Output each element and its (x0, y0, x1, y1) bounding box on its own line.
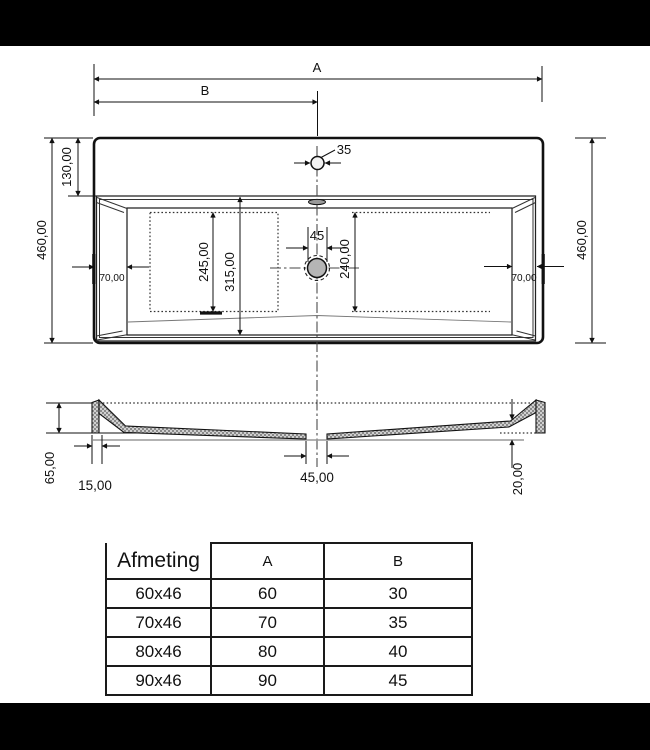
dim-deck-depth-label: 130,00 (59, 147, 74, 187)
dim-depth-right (574, 138, 606, 343)
section-view (42, 399, 545, 495)
dim-depth-right-label: 460,00 (574, 220, 589, 260)
drain-hole-dim: 45 (309, 228, 325, 243)
dim-edge-height-label: 20,00 (510, 462, 525, 496)
dim-a-label: A (312, 60, 322, 75)
dim-wall-right-label: 70,00 (511, 273, 537, 284)
table-row (106, 579, 472, 608)
dim-bowl-right-label: 240,00 (337, 239, 352, 279)
dim-wall-thickness (74, 435, 120, 493)
dim-drain-gap-label: 45,00 (300, 470, 334, 485)
b-cell: 40 (324, 637, 472, 666)
dim-height-label: 65,00 (42, 451, 57, 485)
dim-deck-depth (59, 138, 96, 196)
a-cell: 90 (211, 666, 324, 695)
dim-depth-left-label: 460,00 (34, 220, 49, 260)
top-view (34, 60, 606, 467)
a-cell: 80 (211, 637, 324, 666)
a-cell: 70 (211, 608, 324, 637)
left-wall-section (92, 400, 99, 433)
dim-b-label: B (200, 83, 210, 98)
size-table (105, 542, 473, 696)
dim-b (94, 83, 318, 136)
size-cell: 60x46 (106, 579, 211, 608)
left-floor-section (99, 400, 306, 439)
size-cell: 90x46 (106, 666, 211, 695)
size-table-header-afmeting: Afmeting (106, 543, 211, 579)
size-table-header-b: B (324, 543, 472, 579)
dim-wall-left-label: 70,00 (99, 273, 125, 284)
dim-bowl-total-label: 315,00 (222, 252, 237, 292)
b-cell: 30 (324, 579, 472, 608)
size-table-header-row (106, 543, 472, 579)
b-cell: 45 (324, 666, 472, 695)
size-cell: 70x46 (106, 608, 211, 637)
overflow-slot (309, 199, 326, 204)
size-table-header-a: A (211, 543, 324, 579)
table-row (106, 637, 472, 666)
faucet-hole-dim: 35 (336, 142, 352, 157)
dim-height (42, 403, 59, 484)
dim-bowl-left-label: 245,00 (196, 242, 211, 282)
b-cell: 35 (324, 608, 472, 637)
table-row (106, 608, 472, 637)
a-cell: 60 (211, 579, 324, 608)
right-wall-section (536, 400, 545, 433)
dim-wall-thickness-label: 15,00 (78, 478, 112, 493)
size-cell: 80x46 (106, 637, 211, 666)
table-row (106, 666, 472, 695)
